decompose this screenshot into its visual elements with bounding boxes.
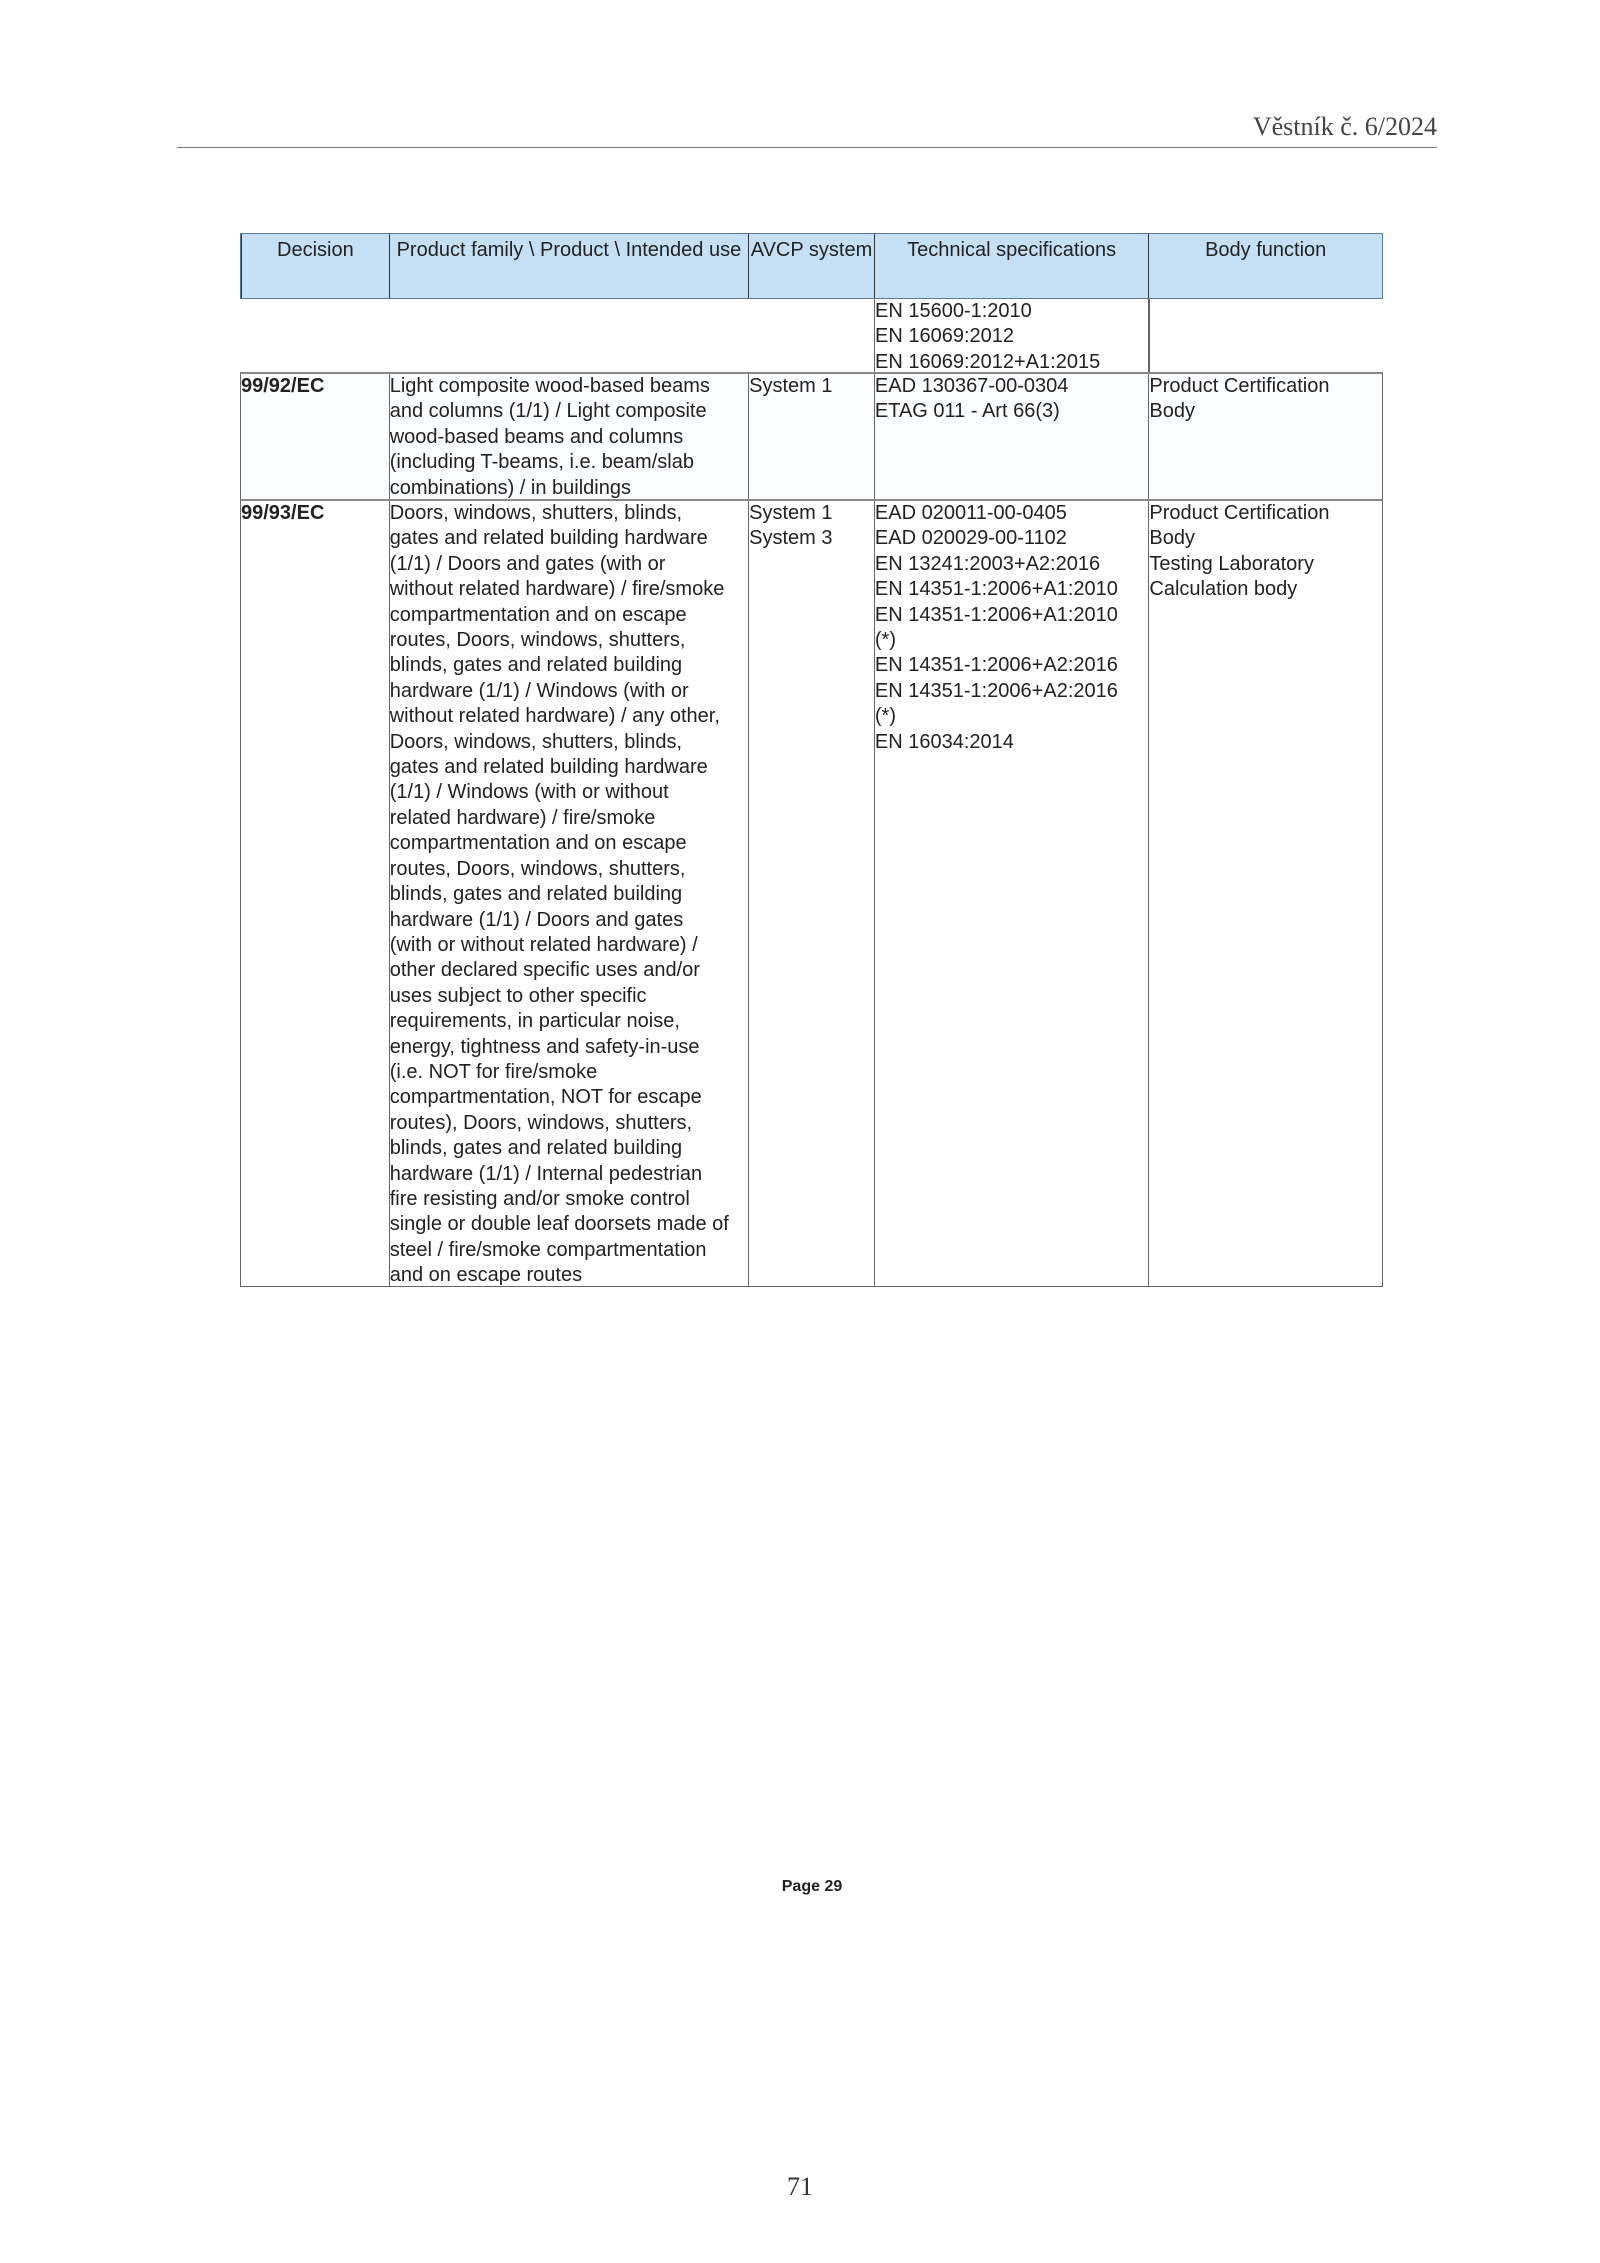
cell-line: EAD 130367-00-0304 [874, 375, 1069, 397]
cell-line: EN 14351-1:2006+A2:2016 [874, 679, 1118, 702]
running-title: Věstník č. 6/2024 [1252, 112, 1437, 141]
cell-body [1148, 374, 1382, 499]
cell-line: System 3 [749, 527, 833, 550]
col-header-decision: Decision [241, 234, 389, 298]
cell-line: and on escape routes [389, 1264, 583, 1286]
col-header-body: Body function [1148, 234, 1382, 298]
cell-line: (1/1) / Windows (with or without [389, 781, 669, 804]
cell-line: EN 16069:2012 [875, 325, 1015, 348]
cell-line: compartmentation and on escape [389, 603, 687, 626]
cell-line: compartmentation, NOT for escape [389, 1086, 702, 1109]
cell-line: compartmentation and on escape [389, 832, 687, 855]
cell-line: and columns (1/1) / Light composite [389, 400, 707, 423]
cell-line: EN 14351-1:2006+A1:2010 [874, 578, 1118, 601]
cell-line: gates and related building hardware [389, 527, 708, 550]
cell-line: Calculation body [1149, 578, 1298, 601]
cell-line: uses subject to other specific [389, 984, 647, 1007]
cell-line: hardware (1/1) / Doors and gates [389, 908, 684, 931]
cell-line: without related hardware) / fire/smoke [389, 578, 725, 601]
cell-line: Testing Laboratory [1149, 552, 1314, 575]
cell-body [1148, 501, 1382, 1286]
cell-avcp [748, 299, 874, 372]
cell-line: EN 16069:2012+A1:2015 [875, 350, 1101, 372]
cell-product [389, 501, 748, 1286]
cell-specs [874, 501, 1149, 1286]
table-header [240, 233, 1383, 299]
cell-line: hardware (1/1) / Internal pedestrian [389, 1162, 703, 1185]
cell-line: blinds, gates and related building [389, 883, 683, 906]
avcp-table [240, 233, 1383, 1287]
cell-line: energy, tightness and safety-in-use [389, 1035, 700, 1058]
table-row [240, 299, 1383, 372]
cell-line: combinations) / in buildings [389, 476, 631, 499]
cell-line: (i.e. NOT for fire/smoke [389, 1060, 598, 1083]
cell-line: (*) [874, 705, 896, 728]
cell-line: steel / fire/smoke compartmentation [389, 1238, 707, 1261]
cell-avcp [748, 501, 874, 1286]
cell-decision: 99/93/EC [241, 502, 325, 524]
cell-product [389, 374, 748, 499]
cell-line: EN 15600-1:2010 [875, 300, 1032, 322]
cell-line: Doors, windows, shutters, blinds, [389, 502, 683, 524]
cell-line: without related hardware) / any other, [389, 705, 720, 728]
cell-line: blinds, gates and related building [389, 1137, 683, 1160]
cell-line: EN 13241:2003+A2:2016 [874, 552, 1101, 575]
cell-line: requirements, in particular noise, [389, 1010, 680, 1033]
cell-specs [874, 299, 1149, 372]
cell-line: single or double leaf doorsets made of [389, 1213, 729, 1236]
cell-decision: 99/92/EC [241, 375, 325, 397]
cell-line: System 1 [749, 502, 833, 524]
table-row [240, 499, 1383, 1287]
col-header-specs: Technical specifications [874, 234, 1149, 298]
cell-line: fire resisting and/or smoke control [389, 1187, 690, 1210]
cell-line: (with or without related hardware) / [389, 933, 698, 956]
cell-line: Body [1149, 527, 1195, 550]
cell-line: routes), Doors, windows, shutters, [389, 1111, 693, 1134]
col-header-avcp: AVCP system [748, 234, 874, 298]
cell-line: blinds, gates and related building [389, 654, 683, 677]
cell-line: (1/1) / Doors and gates (with or [389, 552, 666, 575]
cell-line: EN 14351-1:2006+A1:2010 [874, 603, 1118, 626]
cell-body [1149, 299, 1383, 372]
cell-line: EN 14351-1:2006+A2:2016 [874, 654, 1118, 677]
cell-line: routes, Doors, windows, shutters, [389, 629, 686, 652]
cell-line: Product Certification [1149, 375, 1330, 397]
table-row [240, 372, 1383, 499]
cell-line: hardware (1/1) / Windows (with or [389, 679, 689, 702]
cell-line: System 1 [749, 375, 833, 397]
folio-number: 71 [787, 2172, 813, 2201]
cell-line: EN 16034:2014 [874, 730, 1014, 753]
cell-line: (*) [874, 629, 896, 652]
cell-line: (including T-beams, i.e. beam/slab [389, 451, 694, 474]
cell-line: gates and related building hardware [389, 756, 708, 779]
cell-product [388, 299, 748, 372]
cell-line: ETAG 011 - Art 66(3) [874, 400, 1060, 423]
cell-avcp [748, 374, 874, 499]
cell-line: Body [1149, 400, 1195, 423]
cell-line: wood-based beams and columns [389, 425, 684, 448]
cell-line: related hardware) / fire/smoke [389, 806, 656, 829]
cell-specs [874, 374, 1149, 499]
cell-line: Light composite wood-based beams [389, 375, 710, 397]
cell-line: EAD 020029-00-1102 [874, 527, 1067, 550]
cell-line: EAD 020011-00-0405 [874, 502, 1067, 524]
cell-line: other declared specific uses and/or [389, 959, 700, 982]
page-label: Page 29 [781, 1878, 843, 1895]
col-header-product: Product family \ Product \ Intended use [389, 234, 748, 298]
cell-line: Doors, windows, shutters, blinds, [389, 730, 683, 753]
cell-line: Product Certification [1149, 502, 1330, 524]
cell-decision [240, 299, 388, 372]
cell-line: routes, Doors, windows, shutters, [389, 857, 686, 880]
header-rule [177, 147, 1437, 148]
